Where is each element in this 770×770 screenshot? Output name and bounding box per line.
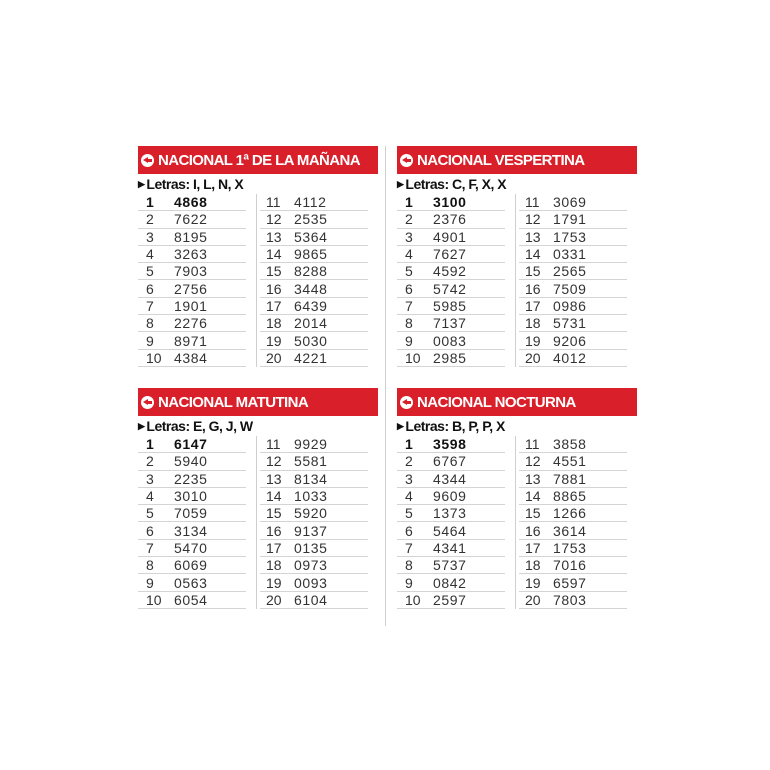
results-column	[397, 194, 505, 367]
results-column	[519, 436, 627, 609]
result-row	[138, 488, 246, 505]
result-position: 15	[266, 505, 282, 522]
result-position: 8	[146, 315, 154, 332]
result-row	[260, 505, 368, 522]
result-position: 10	[405, 591, 421, 608]
result-position: 14	[525, 488, 541, 505]
result-row	[260, 540, 368, 557]
result-row	[260, 574, 368, 591]
result-number: 3069	[553, 194, 587, 211]
result-row	[397, 471, 505, 488]
result-row	[260, 350, 368, 367]
panel-title: NACIONAL 1ª DE LA MAÑANA	[158, 151, 360, 169]
result-row	[397, 263, 505, 280]
result-position: 2	[405, 453, 413, 470]
result-number: 4012	[553, 349, 587, 366]
result-number: 5742	[433, 280, 467, 297]
result-row	[138, 350, 246, 367]
result-row	[519, 488, 627, 505]
letras-text: Letras: E, G, J, W	[146, 418, 253, 434]
result-number: 3448	[294, 280, 328, 297]
result-row	[138, 505, 246, 522]
result-row	[260, 211, 368, 228]
result-number: 8195	[174, 228, 208, 245]
result-row	[260, 298, 368, 315]
result-row	[397, 592, 505, 609]
result-position: 17	[525, 297, 541, 314]
result-position: 15	[525, 505, 541, 522]
result-number: 2376	[433, 211, 467, 228]
arrow-left-circle-icon	[141, 396, 154, 409]
result-number: 0135	[294, 539, 328, 556]
result-number: 4341	[433, 539, 467, 556]
results-panel-nacional-matutina	[138, 388, 378, 609]
result-position: 20	[525, 349, 541, 366]
result-position: 15	[525, 263, 541, 280]
result-position: 1	[405, 194, 413, 211]
result-position: 18	[266, 315, 282, 332]
result-row	[519, 332, 627, 349]
result-number: 1266	[553, 505, 587, 522]
result-number: 1373	[433, 505, 467, 522]
result-number: 5940	[174, 453, 208, 470]
results-column	[260, 194, 368, 367]
result-number: 6767	[433, 453, 467, 470]
result-number: 5030	[294, 332, 328, 349]
result-row	[260, 471, 368, 488]
result-row	[260, 280, 368, 297]
result-number: 4901	[433, 228, 467, 245]
arrow-left-circle-icon	[141, 154, 154, 167]
triangle-right-icon: ▶	[138, 420, 145, 431]
result-row	[138, 540, 246, 557]
result-row	[138, 557, 246, 574]
result-position: 4	[146, 488, 154, 505]
panel-header	[397, 146, 637, 174]
result-row	[138, 592, 246, 609]
result-position: 4	[405, 488, 413, 505]
result-position: 19	[525, 574, 541, 591]
result-number: 3598	[433, 436, 467, 453]
result-number: 3134	[174, 522, 208, 539]
result-position: 5	[405, 505, 413, 522]
result-position: 13	[525, 228, 541, 245]
result-position: 12	[525, 453, 541, 470]
result-row	[519, 350, 627, 367]
results-column	[519, 194, 627, 367]
triangle-right-icon: ▶	[138, 178, 145, 189]
result-row	[260, 488, 368, 505]
result-row	[397, 557, 505, 574]
results-column	[138, 194, 246, 367]
result-row	[138, 522, 246, 539]
result-row	[397, 522, 505, 539]
column-divider	[256, 436, 257, 609]
panel-divider	[385, 146, 386, 626]
result-row	[138, 280, 246, 297]
result-row	[397, 332, 505, 349]
result-row	[519, 557, 627, 574]
result-position: 17	[266, 297, 282, 314]
result-row	[519, 436, 627, 453]
result-row	[519, 229, 627, 246]
result-row	[260, 592, 368, 609]
result-number: 4592	[433, 263, 467, 280]
result-number: 2276	[174, 315, 208, 332]
results-column	[397, 436, 505, 609]
result-row	[397, 574, 505, 591]
result-number: 4344	[433, 470, 467, 487]
result-number: 4112	[294, 194, 327, 211]
result-number: 4221	[294, 349, 328, 366]
result-number: 0973	[294, 557, 328, 574]
result-position: 12	[525, 211, 541, 228]
result-position: 9	[405, 574, 413, 591]
result-position: 16	[525, 522, 541, 539]
result-position: 9	[146, 332, 154, 349]
result-position: 13	[266, 470, 282, 487]
result-position: 11	[525, 436, 540, 453]
result-row	[397, 505, 505, 522]
result-number: 8134	[294, 470, 328, 487]
result-position: 19	[266, 332, 282, 349]
result-number: 6147	[174, 436, 208, 453]
result-number: 5470	[174, 539, 208, 556]
result-position: 6	[146, 522, 154, 539]
result-position: 10	[146, 591, 162, 608]
letras-line	[138, 174, 378, 194]
result-position: 16	[525, 280, 541, 297]
results-panel-nacional-manana	[138, 146, 378, 367]
result-row	[138, 194, 246, 211]
letras-text: Letras: C, F, X, X	[405, 176, 507, 192]
result-position: 20	[266, 591, 282, 608]
result-row	[260, 263, 368, 280]
panel-title: NACIONAL NOCTURNA	[417, 393, 576, 411]
column-divider	[515, 436, 516, 609]
result-number: 5737	[433, 557, 467, 574]
result-number: 1033	[294, 488, 328, 505]
result-row	[260, 436, 368, 453]
result-number: 7059	[174, 505, 208, 522]
result-number: 7903	[174, 263, 208, 280]
result-number: 7803	[553, 591, 587, 608]
result-row	[519, 298, 627, 315]
arrow-left-circle-icon	[400, 154, 413, 167]
result-position: 2	[146, 453, 154, 470]
result-position: 7	[146, 297, 154, 314]
result-row	[397, 436, 505, 453]
result-position: 12	[266, 453, 282, 470]
result-position: 6	[405, 522, 413, 539]
result-number: 8865	[553, 488, 587, 505]
result-number: 2756	[174, 280, 208, 297]
result-row	[397, 488, 505, 505]
result-row	[138, 436, 246, 453]
result-position: 17	[266, 539, 282, 556]
result-position: 5	[146, 505, 154, 522]
letras-line	[397, 174, 637, 194]
result-position: 3	[146, 228, 154, 245]
result-number: 1753	[553, 228, 587, 245]
result-number: 2535	[294, 211, 328, 228]
triangle-right-icon: ▶	[397, 178, 404, 189]
result-number: 3614	[553, 522, 587, 539]
result-row	[138, 229, 246, 246]
result-row	[519, 522, 627, 539]
result-number: 2597	[433, 591, 467, 608]
result-row	[397, 246, 505, 263]
result-number: 5581	[294, 453, 328, 470]
result-position: 18	[266, 557, 282, 574]
result-row	[138, 574, 246, 591]
result-row	[519, 471, 627, 488]
result-number: 0093	[294, 574, 328, 591]
result-number: 7016	[553, 557, 587, 574]
result-position: 10	[146, 349, 162, 366]
result-row	[397, 280, 505, 297]
result-row	[260, 194, 368, 211]
result-position: 14	[266, 246, 282, 263]
result-position: 5	[146, 263, 154, 280]
result-row	[519, 453, 627, 470]
result-number: 9865	[294, 246, 328, 263]
column-divider	[515, 194, 516, 367]
result-row	[397, 194, 505, 211]
result-position: 4	[146, 246, 154, 263]
results-panel-nacional-nocturna	[397, 388, 637, 609]
result-position: 13	[266, 228, 282, 245]
result-number: 1901	[174, 297, 208, 314]
result-position: 3	[146, 470, 154, 487]
letras-text: Letras: B, P, P, X	[405, 418, 505, 434]
result-row	[519, 540, 627, 557]
result-number: 6439	[294, 297, 328, 314]
result-position: 6	[405, 280, 413, 297]
result-position: 7	[405, 297, 413, 314]
result-position: 11	[266, 194, 281, 211]
result-number: 9137	[294, 522, 328, 539]
result-row	[260, 332, 368, 349]
result-number: 0083	[433, 332, 467, 349]
result-row	[519, 246, 627, 263]
result-row	[138, 246, 246, 263]
result-number: 6104	[294, 591, 328, 608]
result-position: 20	[266, 349, 282, 366]
triangle-right-icon: ▶	[397, 420, 404, 431]
result-number: 0563	[174, 574, 208, 591]
result-number: 0842	[433, 574, 467, 591]
result-number: 0986	[553, 297, 587, 314]
panel-header	[397, 388, 637, 416]
result-row	[397, 298, 505, 315]
result-number: 7881	[553, 470, 587, 487]
result-row	[519, 592, 627, 609]
result-row	[397, 453, 505, 470]
result-number: 6069	[174, 557, 208, 574]
result-position: 11	[266, 436, 281, 453]
result-position: 4	[405, 246, 413, 263]
letras-line	[138, 416, 378, 436]
result-position: 8	[146, 557, 154, 574]
result-position: 3	[405, 228, 413, 245]
result-position: 2	[146, 211, 154, 228]
result-row	[397, 211, 505, 228]
result-number: 8971	[174, 332, 208, 349]
result-position: 8	[405, 557, 413, 574]
result-row	[397, 229, 505, 246]
result-row	[519, 574, 627, 591]
result-position: 7	[146, 539, 154, 556]
result-number: 8288	[294, 263, 328, 280]
result-number: 2235	[174, 470, 208, 487]
result-row	[397, 315, 505, 332]
result-row	[519, 315, 627, 332]
result-number: 4384	[174, 349, 208, 366]
arrow-left-circle-icon	[400, 396, 413, 409]
result-position: 1	[146, 436, 154, 453]
result-number: 3100	[433, 194, 467, 211]
result-number: 1753	[553, 539, 587, 556]
result-number: 7622	[174, 211, 208, 228]
result-position: 7	[405, 539, 413, 556]
result-row	[260, 453, 368, 470]
result-number: 4868	[174, 194, 208, 211]
result-position: 17	[525, 539, 541, 556]
result-number: 6597	[553, 574, 587, 591]
result-position: 11	[525, 194, 540, 211]
result-number: 3010	[174, 488, 208, 505]
result-position: 19	[525, 332, 541, 349]
result-row	[397, 350, 505, 367]
result-number: 3858	[553, 436, 587, 453]
result-position: 8	[405, 315, 413, 332]
result-row	[519, 263, 627, 280]
result-row	[138, 263, 246, 280]
result-row	[519, 194, 627, 211]
result-number: 9609	[433, 488, 467, 505]
result-position: 9	[405, 332, 413, 349]
result-position: 19	[266, 574, 282, 591]
result-position: 5	[405, 263, 413, 280]
result-number: 5364	[294, 228, 328, 245]
result-row	[138, 211, 246, 228]
result-number: 5731	[553, 315, 587, 332]
result-position: 14	[266, 488, 282, 505]
result-position: 13	[525, 470, 541, 487]
result-position: 3	[405, 470, 413, 487]
letras-text: Letras: I, L, N, X	[146, 176, 244, 192]
result-number: 9929	[294, 436, 328, 453]
panel-header	[138, 146, 378, 174]
result-row	[260, 557, 368, 574]
result-position: 18	[525, 557, 541, 574]
result-number: 2014	[294, 315, 328, 332]
result-number: 5464	[433, 522, 467, 539]
result-number: 7509	[553, 280, 587, 297]
panel-header	[138, 388, 378, 416]
panel-title: NACIONAL VESPERTINA	[417, 151, 585, 169]
panel-title: NACIONAL MATUTINA	[158, 393, 309, 411]
result-position: 6	[146, 280, 154, 297]
result-number: 4551	[553, 453, 587, 470]
result-number: 0331	[553, 246, 587, 263]
result-position: 9	[146, 574, 154, 591]
result-number: 2565	[553, 263, 587, 280]
result-position: 12	[266, 211, 282, 228]
column-divider	[256, 194, 257, 367]
result-position: 2	[405, 211, 413, 228]
results-column	[138, 436, 246, 609]
result-row	[519, 280, 627, 297]
result-number: 1791	[553, 211, 587, 228]
result-row	[260, 522, 368, 539]
result-position: 15	[266, 263, 282, 280]
result-row	[260, 315, 368, 332]
result-position: 16	[266, 522, 282, 539]
result-row	[138, 453, 246, 470]
result-number: 7137	[433, 315, 467, 332]
result-position: 18	[525, 315, 541, 332]
result-number: 6054	[174, 591, 208, 608]
result-row	[260, 246, 368, 263]
result-position: 1	[405, 436, 413, 453]
result-number: 2985	[433, 349, 467, 366]
result-position: 20	[525, 591, 541, 608]
result-number: 7627	[433, 246, 467, 263]
result-row	[138, 315, 246, 332]
result-number: 3263	[174, 246, 208, 263]
result-position: 1	[146, 194, 154, 211]
result-row	[260, 229, 368, 246]
result-number: 5920	[294, 505, 328, 522]
result-number: 9206	[553, 332, 587, 349]
result-row	[138, 332, 246, 349]
result-number: 5985	[433, 297, 467, 314]
results-column	[260, 436, 368, 609]
result-position: 14	[525, 246, 541, 263]
results-panel-nacional-vespertina	[397, 146, 637, 367]
result-row	[397, 540, 505, 557]
result-row	[138, 298, 246, 315]
result-row	[138, 471, 246, 488]
result-position: 16	[266, 280, 282, 297]
result-row	[519, 505, 627, 522]
result-position: 10	[405, 349, 421, 366]
letras-line	[397, 416, 637, 436]
result-row	[519, 211, 627, 228]
